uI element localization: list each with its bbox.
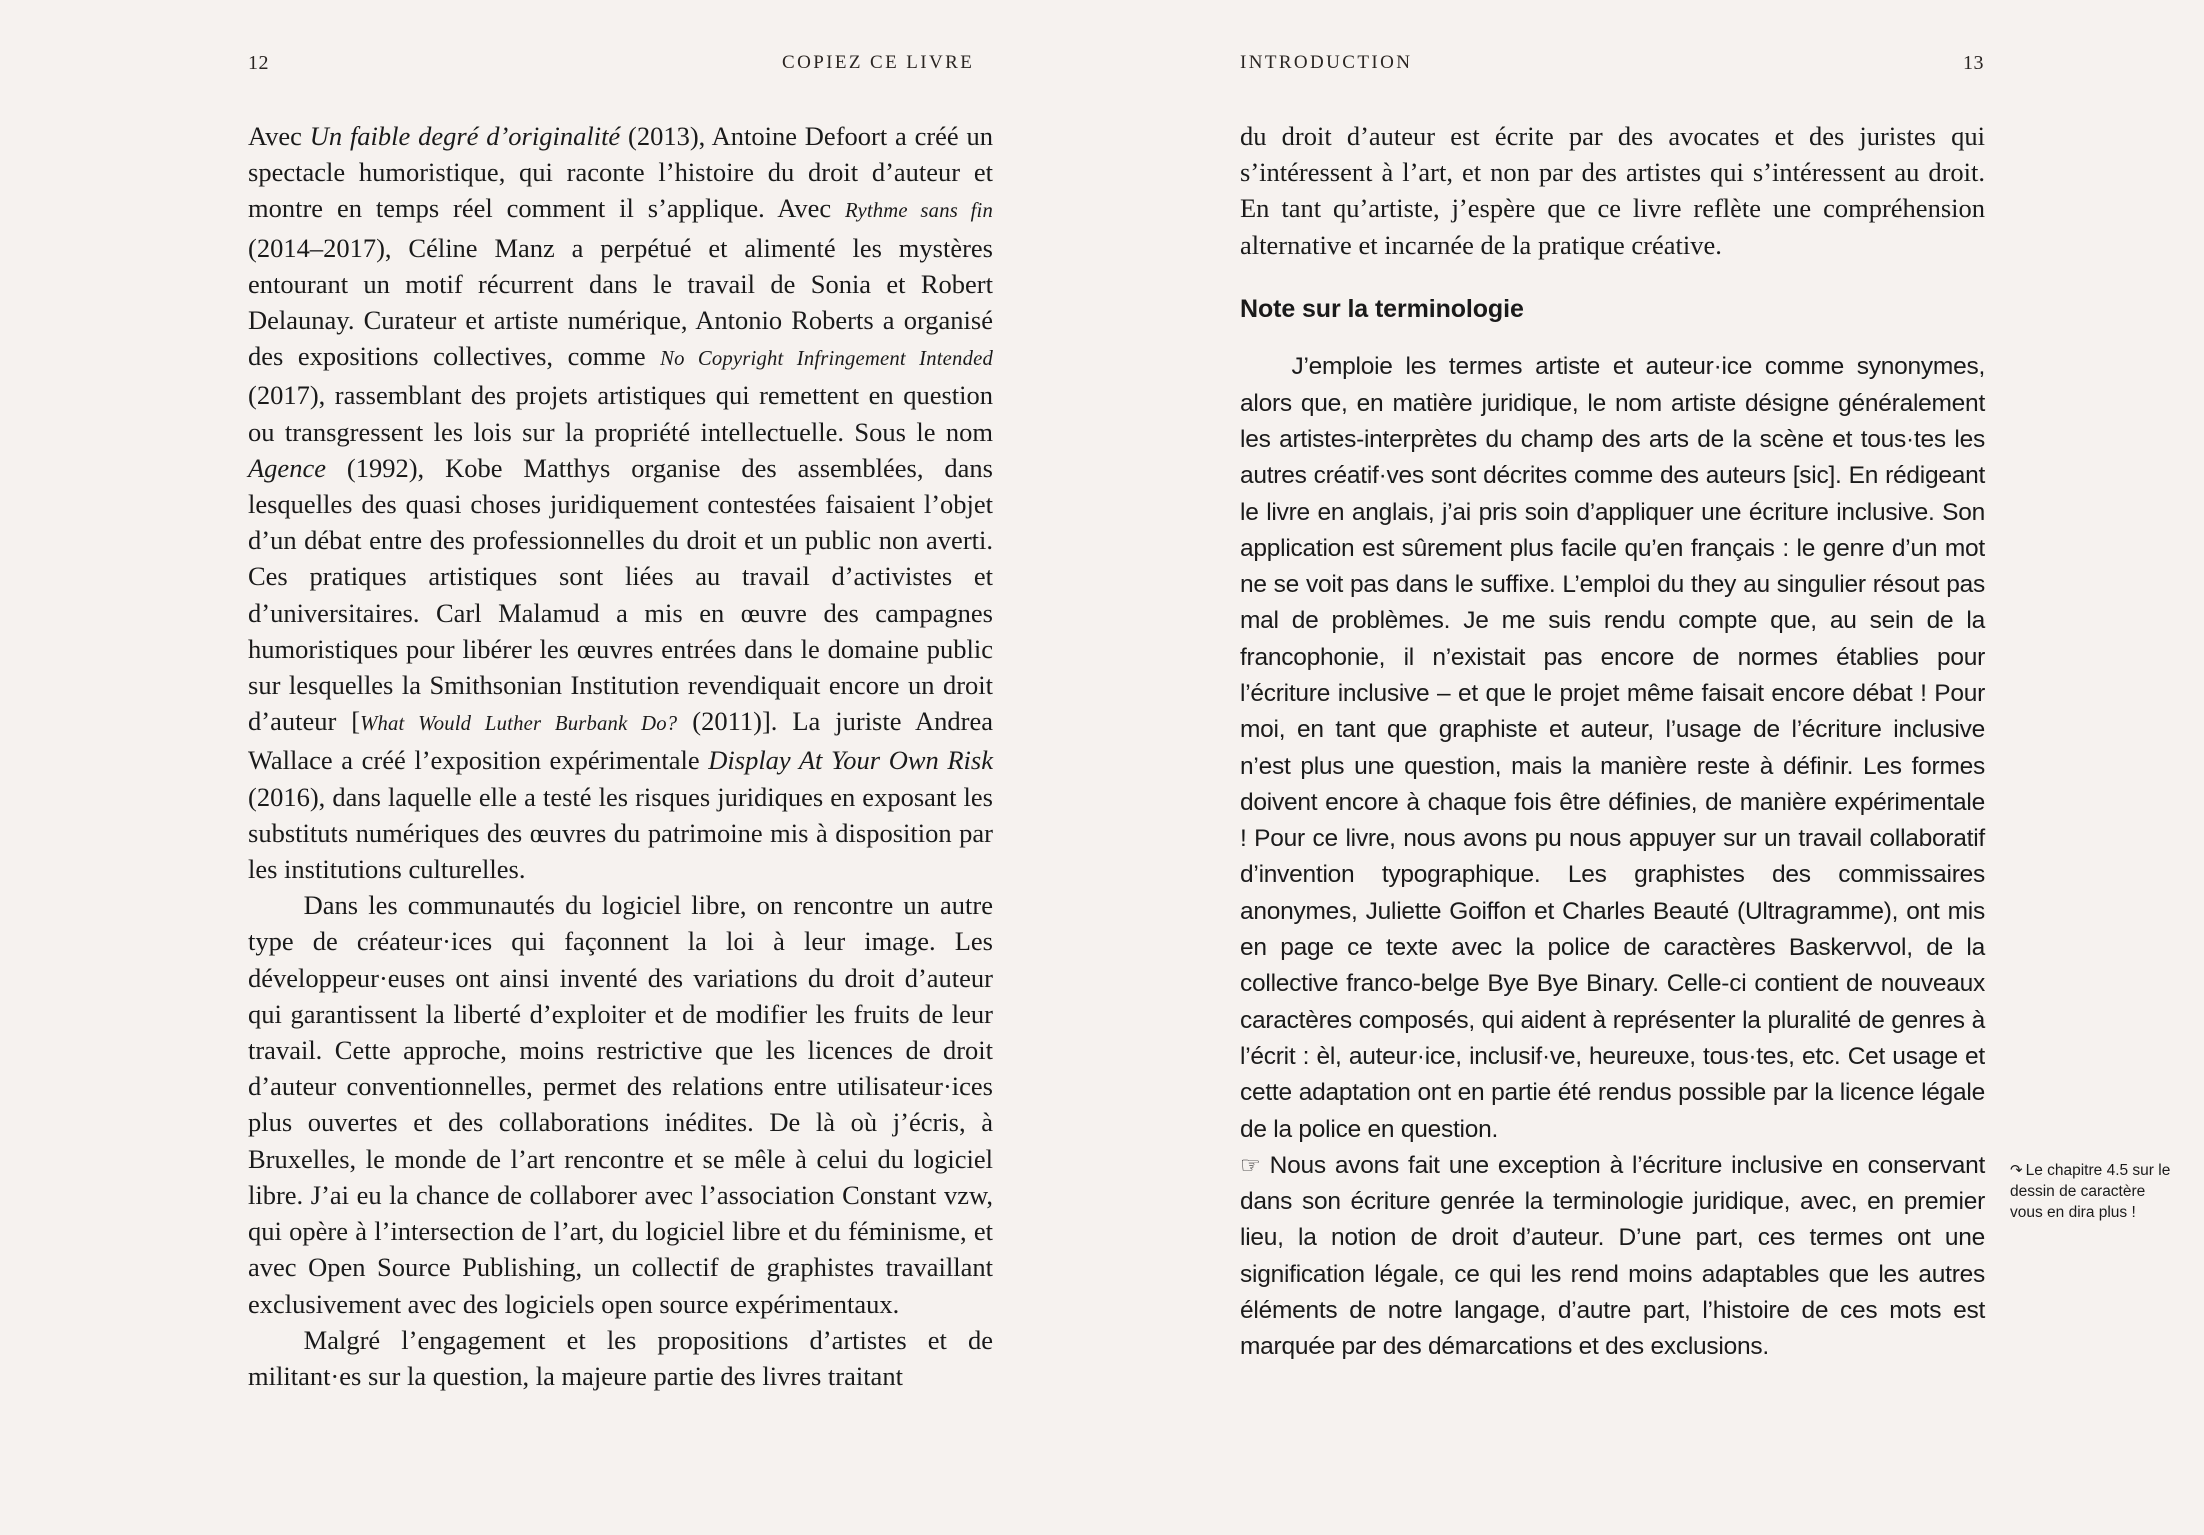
running-head-right: INTRODUCTION bbox=[1240, 52, 1413, 73]
paragraph bbox=[248, 118, 993, 887]
text-run: (2017), rassemblant des projets artistiques qui remettent en question ou transgressent les lois sur la propriété intellectuelle. Sous le nom bbox=[248, 380, 993, 447]
paragraph: Malgré l’engagement et les propositions d’artistes et de militant·es sur la question, la majeure partie des livres traitant bbox=[248, 1324, 993, 1391]
text-run: Nous avons fait une exception à l’écriture inclusive en conservant dans son écriture genrée la terminologie juridique, avec, en premier lieu, la notion de droit d’auteur. D’une part, ces termes ont une signification légale, ce qui les rend moins adaptables que les autres éléments de notre langage, d’autre part, l’histoire de ces mots est marquée par des démarcations et des exclusions. bbox=[1240, 1151, 1986, 1361]
paragraph-continuation: du droit d’auteur est écrite par des avocates et des juristes qui s’intéressent à l’art, et non par des artistes qui s’intéressent au droit. En tant qu’artiste, j’espère que ce livre reflète une compréhension alternative et incarnée de la pratique créative. bbox=[1240, 121, 1985, 260]
text-run: (2011)]. La juriste Andrea Wallace a créé l’exposition expérimentale bbox=[248, 706, 993, 776]
running-head-left: COPIEZ CE LIVRE bbox=[782, 52, 975, 73]
text-run: (1992), Kobe Matthys organise des assemblées, dans lesquelles des quasi choses juridiquement contestées faisaient l’objet d’un débat entre des professionnelles du droit et un public non averti. Ces pratiques artistiques sont liées au travail d’activistes et d’universitaires. Carl Malamud a mis en œuvre des campagnes humoristiques pour libérer les œuvres entrées dans le domaine public sur lesquelles la Smithsonian Institution revendiquait encore un droit d’auteur [ bbox=[248, 452, 993, 737]
left-page-text-column bbox=[248, 118, 993, 1394]
section-heading: Note sur la terminologie bbox=[1240, 294, 1524, 323]
title-italic: Agence bbox=[248, 452, 326, 483]
title-italic: Rythme sans fin bbox=[845, 200, 993, 223]
text-run: Avec bbox=[248, 121, 310, 151]
title-italic: No Copyright Infringement Intended bbox=[660, 348, 993, 371]
paragraph: Dans les communautés du logiciel libre, on rencontre un autre type de créateur·ices qui façonnent la loi à leur image. Les développeur·euses ont ainsi inventé des variations du droit d’auteur qui garantissent la liberté d’exploiter et de modifier les fruits de leur travail. Cette approche, moins restrictive que les licences de droit d’auteur conventionnelles, permet des relations entre utilisateur·ices plus ouvertes et des collaborations inédites. De là où j’écris, à Bruxelles, le monde de l’art rencontre et se mêle à celui du logiciel libre. J’ai eu la chance de collaborer avec l’association Constant vzw, qui opère à l’intersection de l’art, du logiciel libre et du féminisme, et avec Open Source Publishing, un collectif de graphistes travaillant exclusivement avec des logiciels open source expérimentaux. bbox=[248, 890, 993, 1319]
text-run: (2016), dans laquelle elle a testé les risques juridiques en exposant les substituts numériques des œuvres du patrimoine mis à disposition par les institutions culturelles. bbox=[248, 781, 993, 885]
right-page-text-column bbox=[1240, 118, 1985, 1366]
margin-note-text: Le chapitre 4.5 sur le dessin de caractère vous en dira plus ! bbox=[2010, 1162, 2171, 1221]
text-run: (2013), Antoine Defoort a créé un spectacle humoristique, qui raconte l’histoire du droit d’auteur et montre en temps réel comment il s’applique. Avec bbox=[248, 121, 993, 224]
page-number-left: 12 bbox=[248, 52, 269, 74]
title-italic: Un faible degré d’originalité bbox=[309, 121, 621, 151]
pointing-hand-icon: ☞ bbox=[1240, 1151, 1261, 1179]
title-italic: What Would Luther Burbank Do? bbox=[360, 713, 678, 736]
title-italic: Display At Your Own Risk bbox=[708, 745, 993, 776]
final-paragraph bbox=[1240, 1148, 1985, 1366]
page-number-right: 13 bbox=[1963, 52, 1984, 74]
margin-note bbox=[2010, 1160, 2178, 1223]
text-run: (2014–2017), Céline Manz a perpétué et alimenté les mystères entourant un motif récurrent dans le travail de Sonia et Robert Delaunay. Curateur et artiste numérique, Antonio Roberts a organisé des expositions collectives, comme bbox=[248, 232, 993, 372]
terminology-note-paragraph: J’emploie les termes artiste et auteur·ice comme synonymes, alors que, en matière juridique, le nom artiste désigne généralement les artistes-interprètes du champ des arts de la scène et tous·tes les autres créatif·ves sont décrites comme des auteurs [sic]. En rédigeant le livre en anglais, j’ai pris soin d’appliquer une écriture inclusive. Son application est sûrement plus facile qu’en français : le genre d’un mot ne se voit pas dans le suffixe. L’emploi du they au singulier résout pas mal de problèmes. Je me suis rendu compte que, au sein de la francophonie, il n’existait pas encore de normes établies pour l’écriture inclusive – et que le projet même faisait encore débat ! Pour moi, en tant que graphiste et auteur, l’usage de l’écriture inclusive n’est plus une question, mais la manière reste à définir. Les formes doivent encore à chaque fois être définies, de manière expérimentale ! Pour ce livre, nous avons pu nous appuyer sur un travail collaboratif d’invention typographique. Les graphistes des commissaires anonymes, Juliette Goiffon et Charles Beauté (Ultragramme), ont mis en page ce texte avec la police de caractères Baskervvol, de la collective franco-belge Bye Bye Binary. Celle-ci contient de nouveaux caractères composés, qui aident à représenter la pluralité de genres à l’écrit : èl, auteur·ice, inclusif·ve, heureuxe, tous·tes, etc. Cet usage et cette adaptation ont en partie été rendus possible par la licence légale de la police en question. bbox=[1240, 353, 1985, 1143]
curved-arrow-icon: ↷ bbox=[2010, 1162, 2023, 1179]
